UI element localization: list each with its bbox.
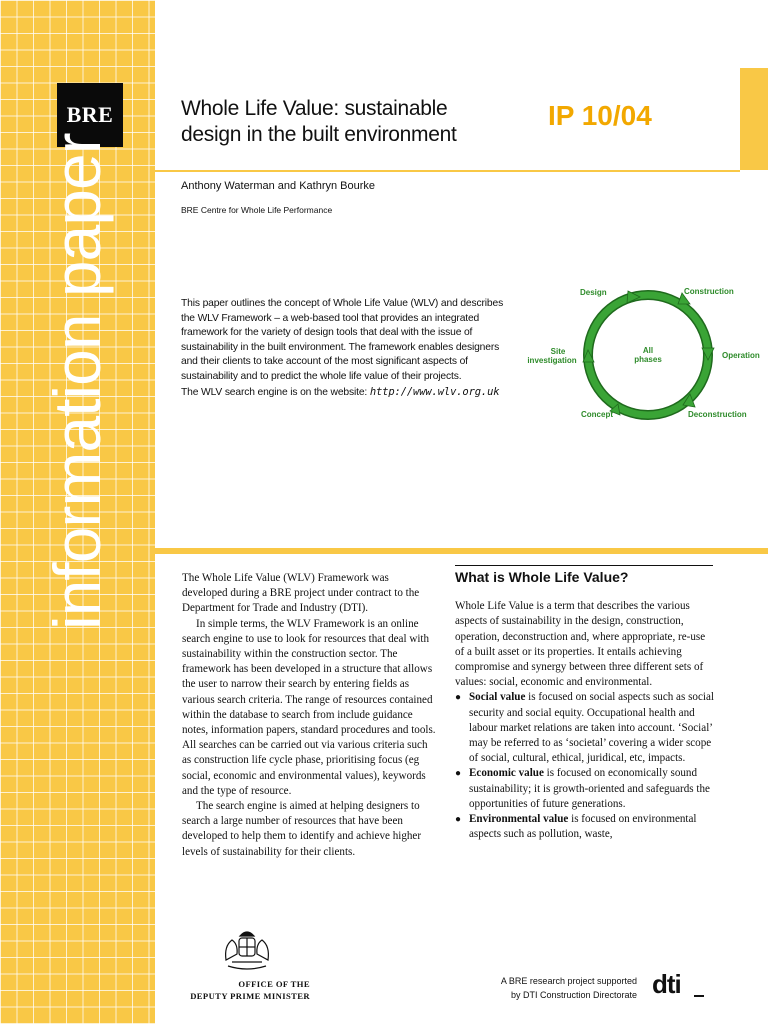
- authors: Anthony Waterman and Kathryn Bourke: [181, 180, 376, 192]
- dti-logo-underline: [694, 995, 704, 997]
- label-deconstruction: Deconstruction: [688, 410, 747, 419]
- values-list: [455, 690, 717, 842]
- summary: [181, 297, 516, 400]
- label-site-1: Site: [550, 347, 566, 356]
- list-item: [455, 690, 717, 766]
- list-text: is focused on environmental aspects such as pollution, waste,: [469, 813, 697, 841]
- dti-logo: dti: [652, 969, 681, 999]
- label-construction: Construction: [684, 287, 734, 296]
- paragraph: Whole Life Value is a term that describes the various aspects of sustainability in the design, construction, operation, deconstruction and, where appropriate, re-use of a built asset or its properties. It entails achieving compromise and synergy between three different sets of values: social, economic and environmental.: [455, 600, 706, 689]
- section-heading: What is Whole Life Value?: [455, 565, 713, 585]
- website-link[interactable]: http://www.wlv.org.uk: [369, 385, 500, 398]
- ip-code: IP 10/04: [548, 100, 652, 131]
- lifecycle-diagram: [520, 280, 768, 430]
- dti-support-text: [490, 974, 637, 1002]
- title-line-2: design in the built environment: [181, 123, 457, 146]
- label-center-2: phases: [634, 355, 662, 364]
- list-text: is focused on economically sound sustainability; it is growth-oriented and safeguards the opportunities of future generations.: [469, 767, 710, 810]
- bre-logo: BRE: [57, 83, 123, 147]
- label-center-1: All: [642, 346, 654, 355]
- list-term: Economic value: [469, 767, 544, 780]
- body-column-1: [182, 571, 437, 860]
- paragraph: The search engine is aimed at helping designers to search a large number of resources that have been developed to help them to identify and achieve higher levels of sustainability for their clients.: [182, 800, 422, 858]
- list-item: [455, 812, 717, 842]
- label-site-2: investigation: [527, 356, 577, 365]
- header-right-strip: [740, 68, 768, 170]
- label-design: Design: [580, 288, 607, 297]
- title-line-1: Whole Life Value: sustainable: [181, 97, 448, 120]
- organization: BRE Centre for Whole Life Performance: [181, 205, 333, 215]
- list-text: is focused on social aspects such as social security and social equity. Occupational health and labour market relations are taken into account. ‘Social’ may be referred to as ‘societal’ covering a wider scope of social, cultural, ethical, juridical, etc, impacts.: [469, 691, 714, 765]
- paragraph: In simple terms, the WLV Framework is an online search engine to use to look for resources that deal with sustainability within the construction sector. The framework has been developed in a structure that allows the user to narrow their search by entering fields as various search criteria. The range of resources contained within the database to search from include guidance notes, information papers, standard procedures and tools. All searches can be carried out via various criteria such as construction life cycle phase, prioritising focus (eg social, economic and environmental values), keywords and the type of resource.: [182, 617, 436, 797]
- list-term: Social value: [469, 691, 526, 704]
- summary-url-prefix: The WLV search engine is on the website:: [181, 386, 370, 398]
- section-divider: [155, 548, 768, 554]
- summary-text: This paper outlines the concept of Whole Life Value (WLV) and describes the WLV Framework – a web-based tool that provides an integrated framework for the variety of design tools that deal with the issue of sustainability in the built environment. The framework enables designers and their clients to take account of the most significant aspects of sustainability and to predict the whole life value of their projects.: [181, 298, 504, 382]
- list-term: Environmental value: [469, 813, 569, 826]
- list-item: [455, 766, 717, 812]
- page-title: [181, 96, 521, 148]
- label-concept: Concept: [581, 410, 613, 419]
- vertical-title: information paper: [40, 133, 114, 630]
- odpm-label: [180, 978, 310, 1002]
- odpm-line-2: DEPUTY PRIME MINISTER: [190, 991, 310, 1001]
- dti-line-1: A BRE research project supported: [500, 976, 637, 986]
- dti-line-2: by DTI Construction Directorate: [510, 990, 637, 1000]
- odpm-line-1: OFFICE OF THE: [238, 979, 310, 989]
- label-operation: Operation: [722, 351, 760, 360]
- body-column-2: [455, 565, 717, 842]
- paragraph: The Whole Life Value (WLV) Framework was developed during a BRE project under contract to the Department for Trade and Industry (DTI).: [182, 572, 420, 615]
- royal-crest-icon: [218, 926, 276, 974]
